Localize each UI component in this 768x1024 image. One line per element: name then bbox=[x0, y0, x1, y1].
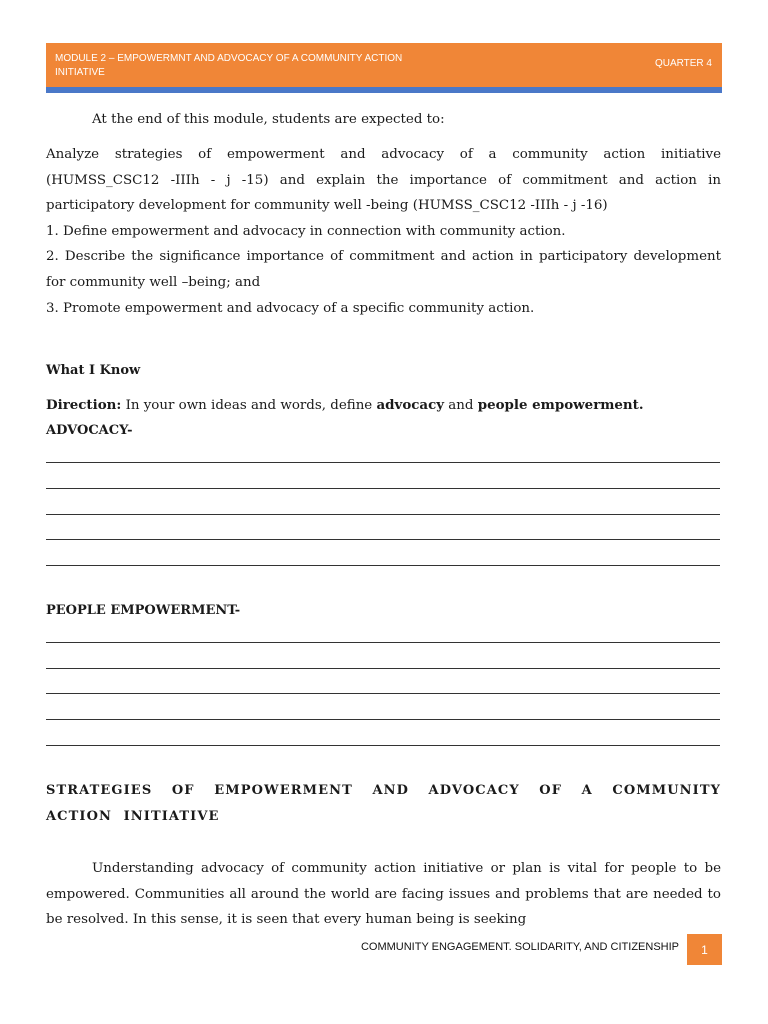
direction-text bbox=[46, 393, 721, 419]
objective-3: 3. Promote empowerment and advocacy of a specific community action. bbox=[46, 301, 535, 316]
advocacy-answer-line[interactable] bbox=[46, 565, 720, 566]
page-number-badge: 1 bbox=[687, 934, 722, 965]
advocacy-label: ADVOCACY- bbox=[46, 423, 133, 438]
strategies-paragraph: Understanding advocacy of community action initiative or plan is vital for people to be empowered. Communities all around the world are facing issues and problems that are needed to be resolved. In this sense, it is seen that every human being is seeking bbox=[46, 861, 721, 928]
module-title: MODULE 2 – EMPOWERMNT AND ADVOCACY OF A COMMUNITY ACTION INITIATIVE bbox=[55, 53, 403, 78]
objective-1: 1. Define empowerment and advocacy in connection with community action. bbox=[46, 224, 566, 239]
empowerment-answer-line[interactable] bbox=[46, 693, 720, 694]
direction-part-2: and bbox=[444, 398, 478, 413]
objective-2: 2. Describe the significance importance of commitment and action in participatory development for community well –being; and bbox=[46, 249, 721, 290]
people-empowerment-label: PEOPLE EMPOWERMENT- bbox=[46, 603, 241, 618]
header-accent-bar bbox=[46, 87, 722, 93]
intro-text: At the end of this module, students are expected to: bbox=[92, 112, 445, 127]
direction-part-1: In your own ideas and words, define bbox=[121, 398, 377, 413]
empowerment-answer-line[interactable] bbox=[46, 719, 720, 720]
strategies-heading: STRATEGIES OF EMPOWERMENT AND ADVOCACY OF A COMMUNITY ACTION INITIATIVE bbox=[46, 783, 721, 824]
advocacy-answer-line[interactable] bbox=[46, 462, 720, 463]
direction-label: Direction: bbox=[46, 397, 122, 413]
term-people-empowerment: people empowerment. bbox=[477, 397, 644, 413]
term-advocacy: advocacy bbox=[376, 397, 445, 413]
advocacy-answer-line[interactable] bbox=[46, 539, 720, 540]
competency-text: Analyze strategies of empowerment and advocacy of a community action initiative (HUMSS_CSC12 -IIIh - j -15) and explain the importance of commitment and action in participatory development for community well -being (HUMSS_CSC12 -IIIh - j -16) bbox=[46, 147, 721, 214]
what-i-know-heading: What I Know bbox=[46, 363, 141, 378]
advocacy-answer-line[interactable] bbox=[46, 488, 720, 489]
footer-subject: COMMUNITY ENGAGEMENT. SOLIDARITY, AND CITIZENSHIP bbox=[360, 941, 679, 953]
empowerment-answer-line[interactable] bbox=[46, 668, 720, 669]
empowerment-answer-line[interactable] bbox=[46, 745, 720, 746]
page-header bbox=[46, 43, 722, 87]
empowerment-answer-line[interactable] bbox=[46, 642, 720, 643]
advocacy-answer-line[interactable] bbox=[46, 514, 720, 515]
quarter-label: QUARTER 4 bbox=[654, 58, 712, 69]
